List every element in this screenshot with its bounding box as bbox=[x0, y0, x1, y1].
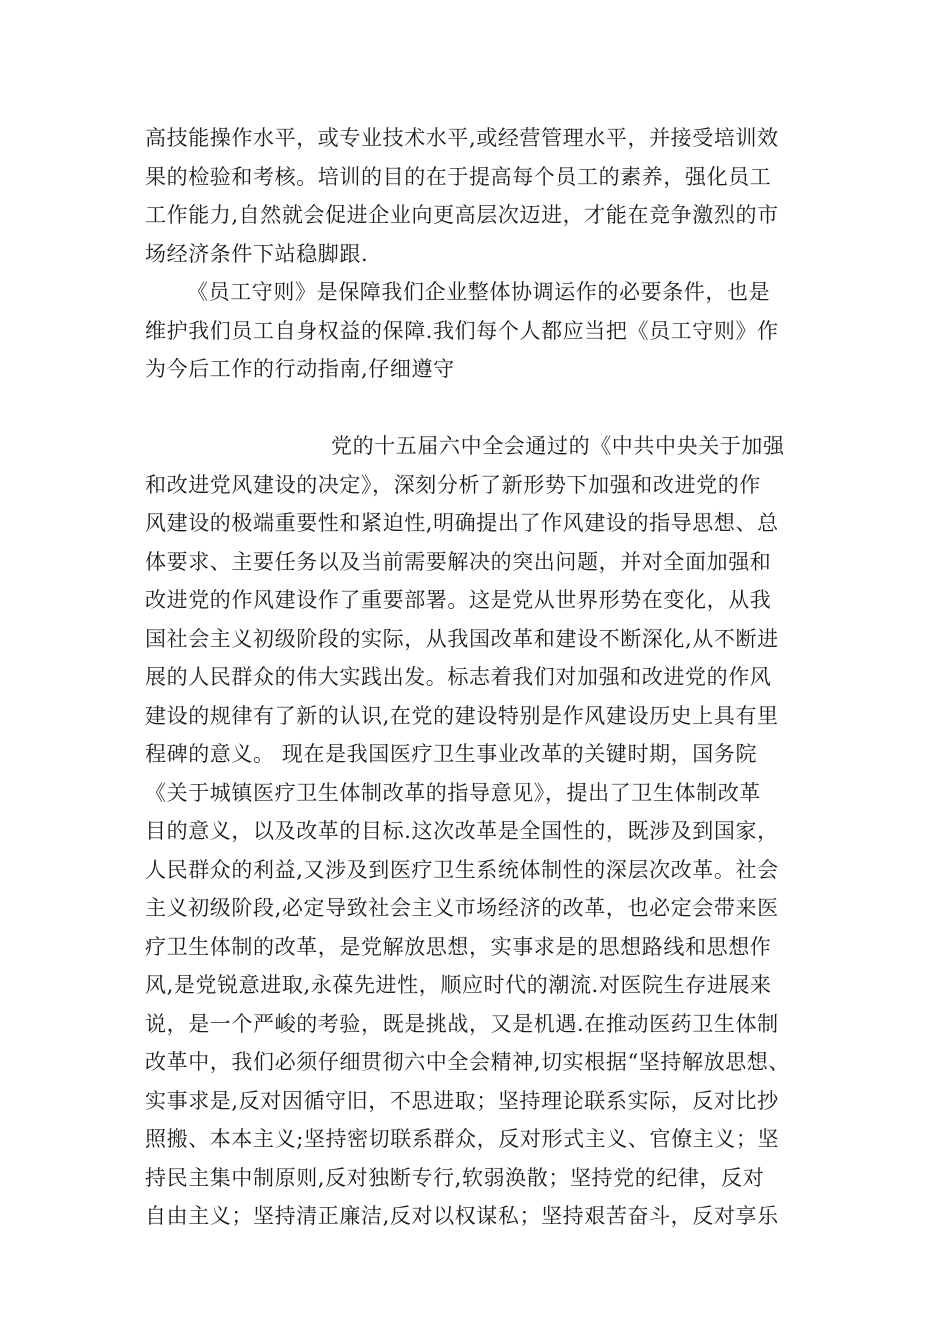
text-line: 照搬、本本主义;坚持密切联系群众，反对形式主义、官僚主义；坚 bbox=[145, 1127, 780, 1151]
text-line: 建设的规律有了新的认识,在党的建设特别是作风建设历史上具有里 bbox=[145, 704, 779, 728]
text-line: 主义初级阶段,必定导致社会主义市场经济的改革，也必定会带来医 bbox=[145, 896, 779, 920]
text-line: 自由主义；坚持清正廉洁,反对以权谋私；坚持艰苦奋斗，反对享乐 bbox=[145, 1204, 779, 1228]
text-line: 实事求是,反对因循守旧，不思进取；坚持理论联系实际，反对比抄 bbox=[145, 1089, 779, 1113]
text-line: 和改进党风建设的决定》，深刻分析了新形势下加强和改进党的作 bbox=[145, 473, 761, 497]
text-line: 体要求、主要任务以及当前需要解决的突出问题，并对全面加强和 bbox=[145, 550, 772, 574]
text-line: 持民主集中制原则,反对独断专行,软弱涣散；坚持党的纪律，反对 bbox=[145, 1166, 765, 1190]
text-line: 国社会主义初级阶段的实际，从我国改革和建设不断深化,从不断进 bbox=[145, 627, 779, 651]
text-line: 改革中，我们必须仔细贯彻六中全会精神,切实根据“坚持解放思想、 bbox=[145, 1050, 791, 1074]
text-line: 目的意义，以及改革的目标.这次改革是全国性的，既涉及到国家， bbox=[145, 819, 779, 843]
text-line: 《关于城镇医疗卫生体制改革的指导意见》，提出了卫生体制改革 bbox=[145, 781, 761, 805]
text-line: 《员工守则》是保障我们企业整体协调运作的必要条件，也是 bbox=[187, 280, 771, 304]
text-line: 场经济条件下站稳脚跟. bbox=[145, 242, 369, 266]
text-line: 展的人民群众的伟大实践出发。标志着我们对加强和改进党的作风 bbox=[145, 665, 772, 689]
text-line: 改进党的作风建设作了重要部署。这是党从世界形势在变化，从我 bbox=[145, 588, 772, 612]
text-line: 说，是一个严峻的考验，既是挑战，又是机遇.在推动医药卫生体制 bbox=[145, 1012, 779, 1036]
text-line: 高技能操作水平，或专业技术水平,或经营管理水平，并接受培训效 bbox=[145, 126, 779, 150]
text-line: 风,是党锐意进取,永葆先进性，顺应时代的潮流.对医院生存进展来 bbox=[145, 973, 772, 997]
text-line: 果的检验和考核。培训的目的在于提高每个员工的素养，强化员工 bbox=[145, 165, 772, 189]
text-line: 疗卫生体制的改革，是党解放思想，实事求是的思想路线和思想作 bbox=[145, 935, 772, 959]
text-line: 为今后工作的行动指南,仔细遵守 bbox=[145, 357, 455, 381]
text-line: 程碑的意义。 现在是我国医疗卫生事业改革的关键时期，国务院 bbox=[145, 742, 758, 766]
text-line: 风建设的极端重要性和紧迫性,明确提出了作风建设的指导思想、总 bbox=[145, 511, 779, 535]
text-line: 人民群众的利益,又涉及到医疗卫生系统体制性的深层次改革。社会 bbox=[145, 858, 779, 882]
text-line: 维护我们员工自身权益的保障.我们每个人都应当把《员工守则》作 bbox=[145, 319, 779, 343]
text-line: 党的十五届六中全会通过的《中共中央关于加强 bbox=[331, 434, 785, 458]
text-line: 工作能力,自然就会促进企业向更高层次迈进，才能在竞争激烈的市 bbox=[145, 203, 779, 227]
